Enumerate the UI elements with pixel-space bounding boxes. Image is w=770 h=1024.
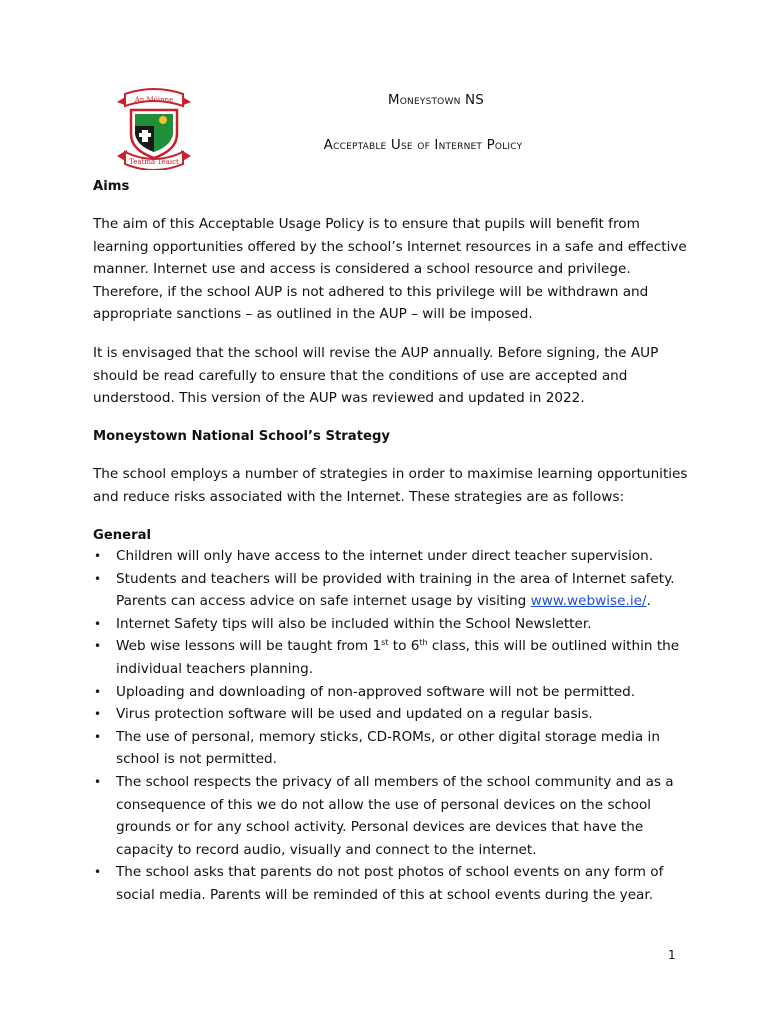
list-item: • The school asks that parents do not post photos of school events on any form of social media. Parents will be reminded of this at school events during the year. bbox=[93, 861, 693, 906]
policy-title: Acceptable Use of Internet Policy bbox=[323, 137, 523, 153]
aims-paragraph-2: It is envisaged that the school will revise the AUP annually. Before signing, the AUP should be read carefully to ensure that the conditions of use are accepted and understood. This version of the AUP was reviewed and updated in 2022. bbox=[93, 345, 659, 407]
bullet-icon: • bbox=[94, 639, 102, 654]
aims-paragraph-1: The aim of this Acceptable Usage Policy is to ensure that pupils will benefit from learning opportunities offered by the school’s Internet resources in a safe and effective manner. Internet use and access is considered a school resource and privilege. Therefore, if the school AUP is not adhered to this privilege will be withdrawn and appropriate sanctions – as outlined in the AUP – will be imposed. bbox=[93, 216, 687, 323]
webwise-link[interactable]: www.webwise.ie/ bbox=[530, 593, 647, 610]
strategy-paragraph: The school employs a number of strategies in order to maximise learning opportunities and reduce risks associated with the Internet. These strategies are as follows: bbox=[93, 466, 688, 505]
bullet-icon: • bbox=[94, 549, 102, 563]
bullet-icon: • bbox=[94, 707, 102, 722]
aims-heading: Aims bbox=[93, 179, 130, 194]
list-item: • The school respects the privacy of all members of the school community and as a consequence of this we do not allow the use of personal devices on the school grounds or for any school activity. Personal devices are devices that have the capacity to record audio, visually and connect to the internet. bbox=[93, 771, 693, 861]
svg-text:Teatma Teaict: Teatma Teaict bbox=[129, 158, 179, 166]
school-title: Moneystown NS bbox=[387, 92, 485, 108]
general-bullet-list bbox=[93, 545, 693, 907]
list-item: • Children will only have access to the internet under direct teacher supervision. bbox=[93, 545, 693, 568]
strategy-heading: Moneystown National School’s Strategy bbox=[93, 429, 390, 444]
bullet-icon: • bbox=[94, 729, 102, 744]
list-item: • The use of personal, memory sticks, CD-ROMs, or other digital storage media in school is not permitted. bbox=[93, 726, 693, 771]
bullet-icon: • bbox=[94, 616, 102, 631]
list-item: • Uploading and downloading of non-approved software will not be permitted. bbox=[93, 681, 693, 704]
list-item: • Web wise lessons will be taught from 1st to 6th class, this will be outlined within the individual teachers planning. bbox=[93, 635, 693, 680]
list-item: • Students and teachers will be provided with training in the area of Internet safety. Parents can access advice on safe internet usage by visiting www.webwise.ie/. bbox=[93, 568, 693, 613]
bullet-icon: • bbox=[94, 774, 102, 789]
list-item: • Internet Safety tips will also be included within the School Newsletter. bbox=[93, 613, 693, 636]
svg-text:An Móinne: An Móinne bbox=[134, 96, 174, 104]
list-item: • Virus protection software will be used and updated on a regular basis. bbox=[93, 703, 693, 726]
page-number: 1 bbox=[668, 948, 676, 962]
bullet-icon: • bbox=[94, 571, 102, 586]
bullet-icon: • bbox=[94, 684, 102, 699]
bullet-icon: • bbox=[94, 865, 102, 880]
general-heading: General bbox=[93, 528, 152, 543]
